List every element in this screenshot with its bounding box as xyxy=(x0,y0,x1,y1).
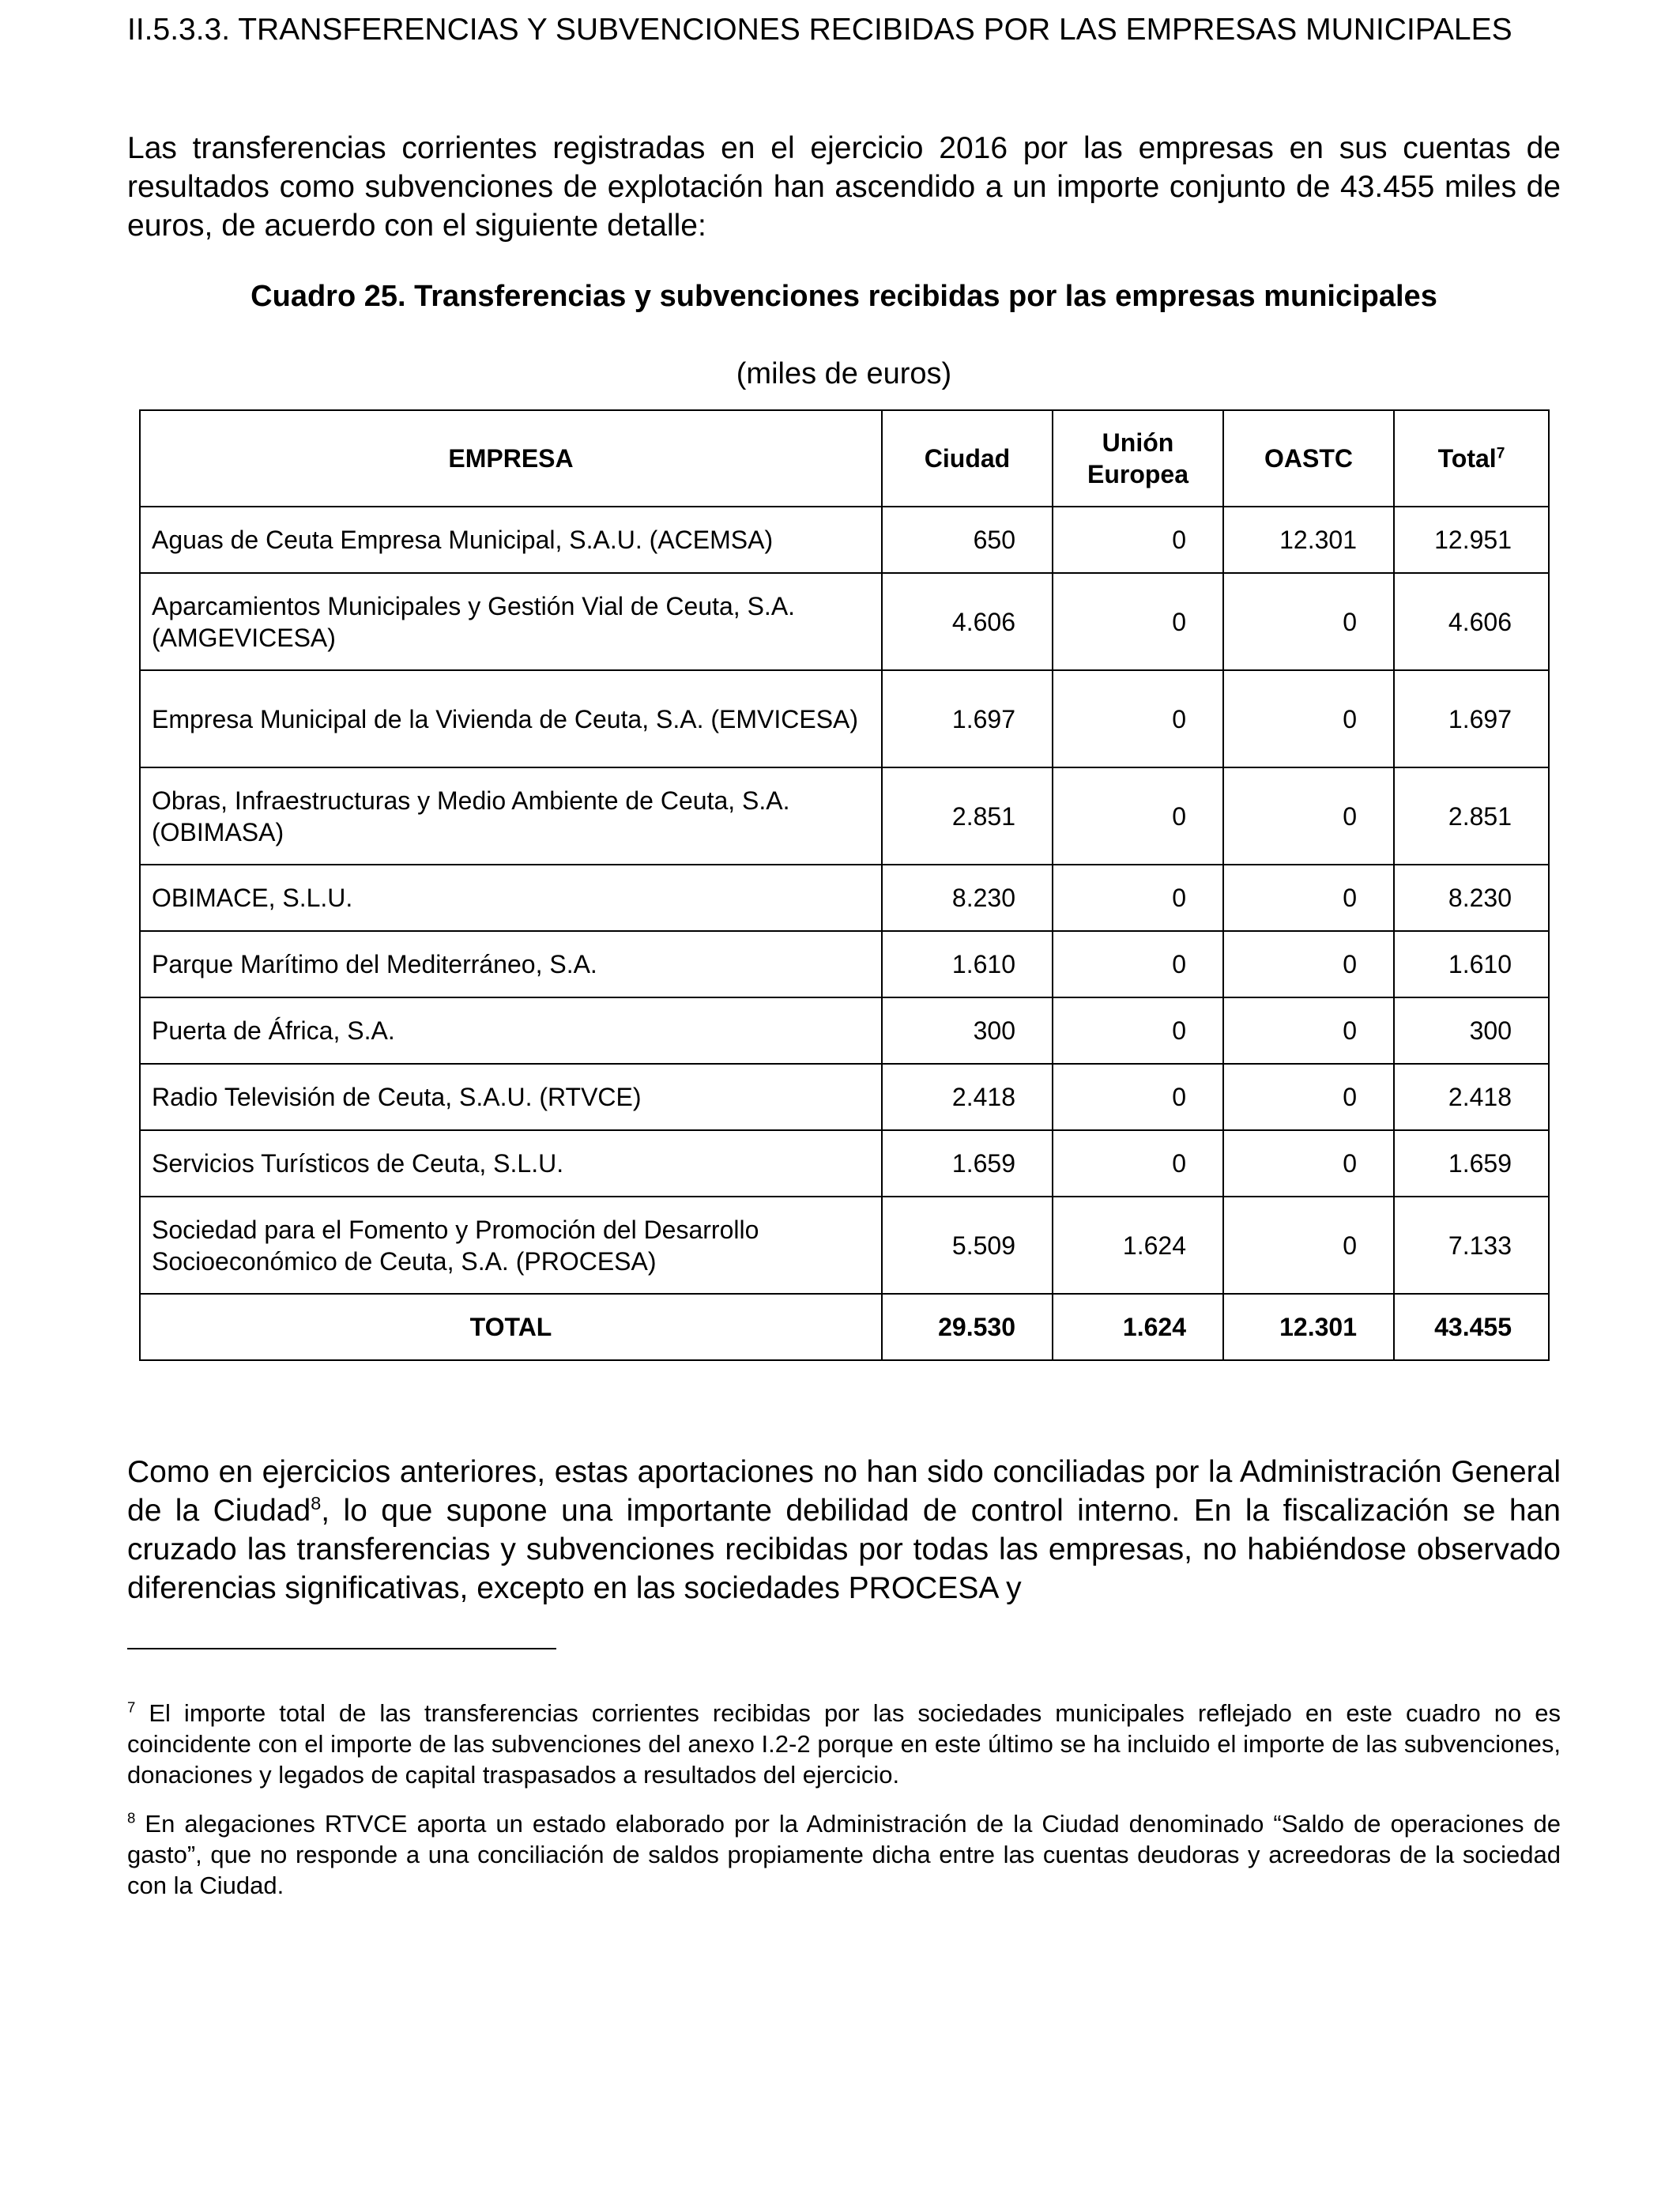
table-row xyxy=(140,865,1549,931)
cell-ciudad: 1.610 xyxy=(882,931,1053,997)
cell-ue: 0 xyxy=(1053,1064,1223,1130)
cell-total: 2.851 xyxy=(1394,767,1549,865)
col-header-total xyxy=(1394,410,1549,507)
cell-oastc: 0 xyxy=(1223,1064,1394,1130)
cell-oastc: 0 xyxy=(1223,865,1394,931)
footnote-text: El importe total de las transferencias corrientes recibidas por las sociedades municipales reflejado en este cuadro no es coincidente con el importe de las subvenciones del anexo I.2-2 porque en este último se ha incluido el importe de las subvenciones, donaciones y legados de capital traspasados a resultados del ejercicio. xyxy=(127,1699,1561,1789)
cell-empresa: OBIMACE, S.L.U. xyxy=(140,865,882,931)
cell-total: 1.610 xyxy=(1394,931,1549,997)
cell-ciudad: 2.418 xyxy=(882,1064,1053,1130)
cell-oastc: 0 xyxy=(1223,997,1394,1064)
cell-total-oastc: 12.301 xyxy=(1223,1294,1394,1360)
cell-ciudad: 8.230 xyxy=(882,865,1053,931)
section-heading: II.5.3.3. TRANSFERENCIAS Y SUBVENCIONES RECIBIDAS POR LAS EMPRESAS MUNICIPALES xyxy=(127,13,1512,47)
cell-total: 8.230 xyxy=(1394,865,1549,931)
table-row xyxy=(140,1197,1549,1294)
cell-empresa: Empresa Municipal de la Vivienda de Ceuta, S.A. (EMVICESA) xyxy=(140,670,882,767)
cell-ue: 0 xyxy=(1053,931,1223,997)
cell-oastc: 0 xyxy=(1223,767,1394,865)
col-header-ue-line2: Europea xyxy=(1087,460,1189,488)
cell-ue: 0 xyxy=(1053,767,1223,865)
cell-oastc: 0 xyxy=(1223,1130,1394,1197)
cell-total: 7.133 xyxy=(1394,1197,1549,1294)
footnote-8 xyxy=(127,1808,1561,1901)
cell-oastc: 0 xyxy=(1223,573,1394,670)
col-header-total-label: Total xyxy=(1437,444,1497,473)
cell-ue: 1.624 xyxy=(1053,1197,1223,1294)
cell-total-label: TOTAL xyxy=(140,1294,882,1360)
cell-empresa: Sociedad para el Fomento y Promoción del Desarrollo Socioeconómico de Ceuta, S.A. (PROCESA) xyxy=(140,1197,882,1294)
cell-ue: 0 xyxy=(1053,507,1223,573)
cell-ciudad: 4.606 xyxy=(882,573,1053,670)
cell-ciudad: 300 xyxy=(882,997,1053,1064)
col-header-ue-line1: Unión xyxy=(1102,428,1174,457)
cell-ue: 0 xyxy=(1053,1130,1223,1197)
paragraph-text-before-ref: Como en ejercicios anteriores, estas aportaciones no han sido conciliadas por la Administración General de la Ciudad xyxy=(127,1455,1561,1528)
cell-ue: 0 xyxy=(1053,670,1223,767)
cell-ue: 0 xyxy=(1053,997,1223,1064)
footnote-ref-7: 7 xyxy=(1496,445,1505,462)
cell-empresa: Parque Marítimo del Mediterráneo, S.A. xyxy=(140,931,882,997)
table-header-row xyxy=(140,410,1549,507)
cell-total-ue: 1.624 xyxy=(1053,1294,1223,1360)
cell-ciudad: 2.851 xyxy=(882,767,1053,865)
col-header-union-europea xyxy=(1053,410,1223,507)
col-header-ciudad: Ciudad xyxy=(882,410,1053,507)
table-caption: Cuadro 25. Transferencias y subvenciones recibidas por las empresas municipales xyxy=(250,280,1437,313)
table-row xyxy=(140,767,1549,865)
cell-empresa: Servicios Turísticos de Ceuta, S.L.U. xyxy=(140,1130,882,1197)
cell-empresa: Puerta de África, S.A. xyxy=(140,997,882,1064)
cell-ue: 0 xyxy=(1053,573,1223,670)
cell-ciudad: 5.509 xyxy=(882,1197,1053,1294)
footnote-number: 8 xyxy=(127,1809,136,1826)
cell-empresa: Aguas de Ceuta Empresa Municipal, S.A.U. (ACEMSA) xyxy=(140,507,882,573)
table-row xyxy=(140,931,1549,997)
table-row xyxy=(140,573,1549,670)
cell-ciudad: 1.697 xyxy=(882,670,1053,767)
cell-oastc: 0 xyxy=(1223,931,1394,997)
cell-ue: 0 xyxy=(1053,865,1223,931)
cell-oastc: 0 xyxy=(1223,1197,1394,1294)
cell-total: 4.606 xyxy=(1394,573,1549,670)
cell-total: 1.659 xyxy=(1394,1130,1549,1197)
col-header-oastc: OASTC xyxy=(1223,410,1394,507)
conciliation-paragraph xyxy=(127,1453,1561,1608)
cell-oastc: 12.301 xyxy=(1223,507,1394,573)
table-units: (miles de euros) xyxy=(736,357,952,390)
cell-total: 12.951 xyxy=(1394,507,1549,573)
footnote-separator xyxy=(127,1648,556,1649)
cell-total: 2.418 xyxy=(1394,1064,1549,1130)
cell-oastc: 0 xyxy=(1223,670,1394,767)
subsidies-table xyxy=(139,409,1550,1361)
cell-empresa: Obras, Infraestructuras y Medio Ambiente de Ceuta, S.A. (OBIMASA) xyxy=(140,767,882,865)
table-row xyxy=(140,997,1549,1064)
table-row xyxy=(140,670,1549,767)
table-row xyxy=(140,1064,1549,1130)
table-row xyxy=(140,507,1549,573)
paragraph-text-after-ref: , lo que supone una importante debilidad de control interno. En la fiscalización se han cruzado las transferencias y subvenciones recibidas por todas las empresas, no habiéndose observado diferencias significativas, excepto en las sociedades PROCESA y xyxy=(127,1494,1561,1605)
cell-ciudad: 650 xyxy=(882,507,1053,573)
cell-empresa: Radio Televisión de Ceuta, S.A.U. (RTVCE) xyxy=(140,1064,882,1130)
cell-ciudad: 1.659 xyxy=(882,1130,1053,1197)
cell-empresa: Aparcamientos Municipales y Gestión Vial de Ceuta, S.A. (AMGEVICESA) xyxy=(140,573,882,670)
col-header-empresa: EMPRESA xyxy=(140,410,882,507)
cell-total-ciudad: 29.530 xyxy=(882,1294,1053,1360)
table-row xyxy=(140,1130,1549,1197)
cell-total: 1.697 xyxy=(1394,670,1549,767)
cell-total: 300 xyxy=(1394,997,1549,1064)
footnote-text: En alegaciones RTVCE aporta un estado elaborado por la Administración de la Ciudad denominado “Saldo de operaciones de gasto”, que no responde a una conciliación de saldos propiamente dicha entre las cuentas deudoras y acreedoras de la sociedad con la Ciudad. xyxy=(127,1810,1561,1899)
intro-paragraph: Las transferencias corrientes registradas en el ejercicio 2016 por las empresas en sus cuentas de resultados como subvenciones de explotación han ascendido a un importe conjunto de 43.455 miles de euros, de acuerdo con el siguiente detalle: xyxy=(127,131,1561,243)
table-total-row xyxy=(140,1294,1549,1360)
footnote-number: 7 xyxy=(127,1698,136,1716)
footnote-7 xyxy=(127,1698,1561,1790)
footnote-ref-8: 8 xyxy=(311,1493,322,1514)
cell-total-total: 43.455 xyxy=(1394,1294,1549,1360)
